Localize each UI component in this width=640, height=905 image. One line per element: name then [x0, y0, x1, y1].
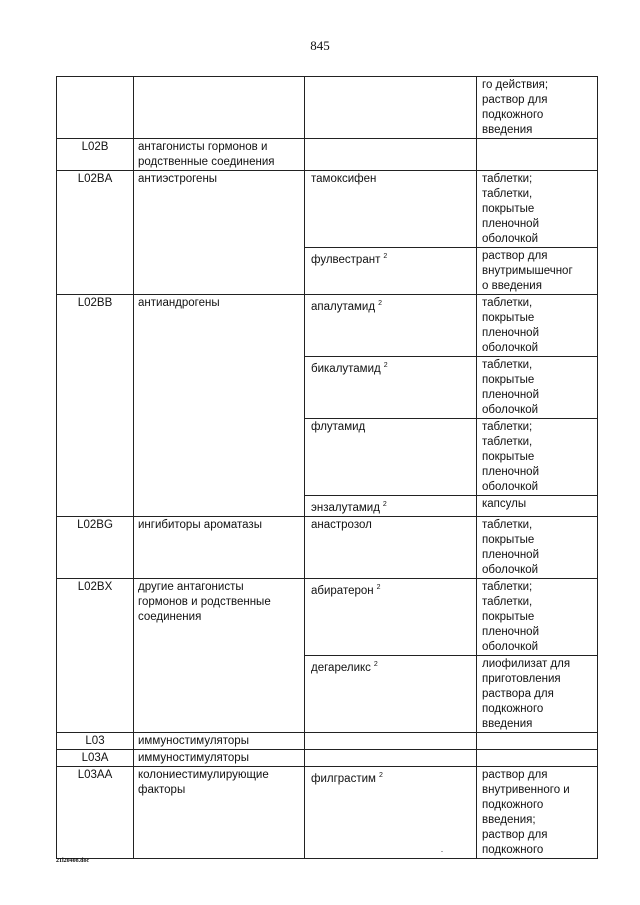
- form-cell: лиофилизат для приготовления раствора для подкожного введения: [477, 656, 598, 733]
- page-number: 845: [310, 38, 330, 53]
- footnote-mark: 2: [383, 362, 388, 369]
- footnote-mark: 2: [382, 501, 387, 508]
- table-row: [57, 733, 598, 750]
- drug-name: абиратерон: [311, 585, 374, 597]
- form-cell: [477, 733, 598, 750]
- form-cell: таблетки; таблетки, покрытые пленочной оболочкой: [477, 579, 598, 656]
- group-cell: колониестимулирующие факторы: [134, 767, 305, 859]
- footnote-mark: 2: [378, 772, 383, 779]
- drug-table: [56, 76, 598, 859]
- form-cell: раствор для внутримышечног о введения: [477, 248, 598, 295]
- group-cell: антагонисты гормонов и родственные соединения: [134, 139, 305, 171]
- group-cell: ингибиторы ароматазы: [134, 517, 305, 579]
- group-cell: антиандрогены: [134, 295, 305, 517]
- name-cell: [305, 496, 477, 517]
- group-cell: другие антагонисты гормонов и родственные соединения: [134, 579, 305, 733]
- name-cell: [305, 248, 477, 295]
- code-cell: L03A: [57, 750, 134, 767]
- group-cell: иммуностимуляторы: [134, 733, 305, 750]
- footnote-mark: 2: [378, 300, 382, 307]
- form-cell: таблетки, покрытые пленочной оболочкой: [477, 357, 598, 419]
- table-row: [57, 750, 598, 767]
- name-cell: [305, 77, 477, 139]
- name-cell: [305, 733, 477, 750]
- table-row: [57, 517, 598, 579]
- form-cell: таблетки; таблетки, покрытые пленочной оболочкой: [477, 171, 598, 248]
- code-cell: L02BX: [57, 579, 134, 733]
- code-cell: L02BA: [57, 171, 134, 295]
- code-cell: L02BB: [57, 295, 134, 517]
- footnote-mark: 2: [373, 661, 378, 668]
- drug-name: филграстим: [311, 773, 376, 785]
- document-filename: 21l20408.doc: [56, 858, 90, 864]
- drug-name: апалутамид: [311, 301, 376, 313]
- form-cell: [477, 750, 598, 767]
- form-cell: таблетки, покрытые пленочной оболочкой: [477, 517, 598, 579]
- name-cell: [305, 750, 477, 767]
- form-cell: таблетки, покрытые пленочной оболочкой: [477, 295, 598, 357]
- table-row: [57, 77, 598, 139]
- name-cell: [305, 295, 477, 357]
- code-cell: [57, 77, 134, 139]
- table-row: [57, 579, 598, 656]
- table-row: [57, 295, 598, 357]
- name-cell: [305, 357, 477, 419]
- form-cell: капсулы: [477, 496, 598, 517]
- code-cell: L02B: [57, 139, 134, 171]
- name-cell: [305, 579, 477, 656]
- form-cell: раствор для внутривенного и подкожного введения; раствор для подкожного: [477, 767, 598, 859]
- code-cell: L03AA: [57, 767, 134, 859]
- form-cell: [477, 139, 598, 171]
- form-cell: таблетки; таблетки, покрытые пленочной оболочкой: [477, 419, 598, 496]
- name-cell: [305, 656, 477, 733]
- form-cell: го действия; раствор для подкожного введения: [477, 77, 598, 139]
- drug-name: фулвестрант: [311, 254, 381, 266]
- name-cell: тамоксифен: [305, 171, 477, 248]
- group-cell: антиэстрогены: [134, 171, 305, 295]
- drug-name: бикалутамид: [311, 363, 381, 375]
- code-cell: L02BG: [57, 517, 134, 579]
- code-cell: L03: [57, 733, 134, 750]
- scan-speck: [441, 851, 443, 852]
- name-cell: флутамид: [305, 419, 477, 496]
- group-cell: иммуностимуляторы: [134, 750, 305, 767]
- table-row: [57, 139, 598, 171]
- footnote-mark: 2: [383, 253, 388, 260]
- drug-name: энзалутамид: [311, 502, 380, 514]
- name-cell: [305, 767, 477, 859]
- name-cell: [305, 139, 477, 171]
- name-cell: анастрозол: [305, 517, 477, 579]
- footnote-mark: 2: [376, 584, 381, 591]
- table-row: [57, 171, 598, 248]
- drug-name: дегареликс: [311, 662, 371, 674]
- group-cell: [134, 77, 305, 139]
- table-row: [57, 767, 598, 859]
